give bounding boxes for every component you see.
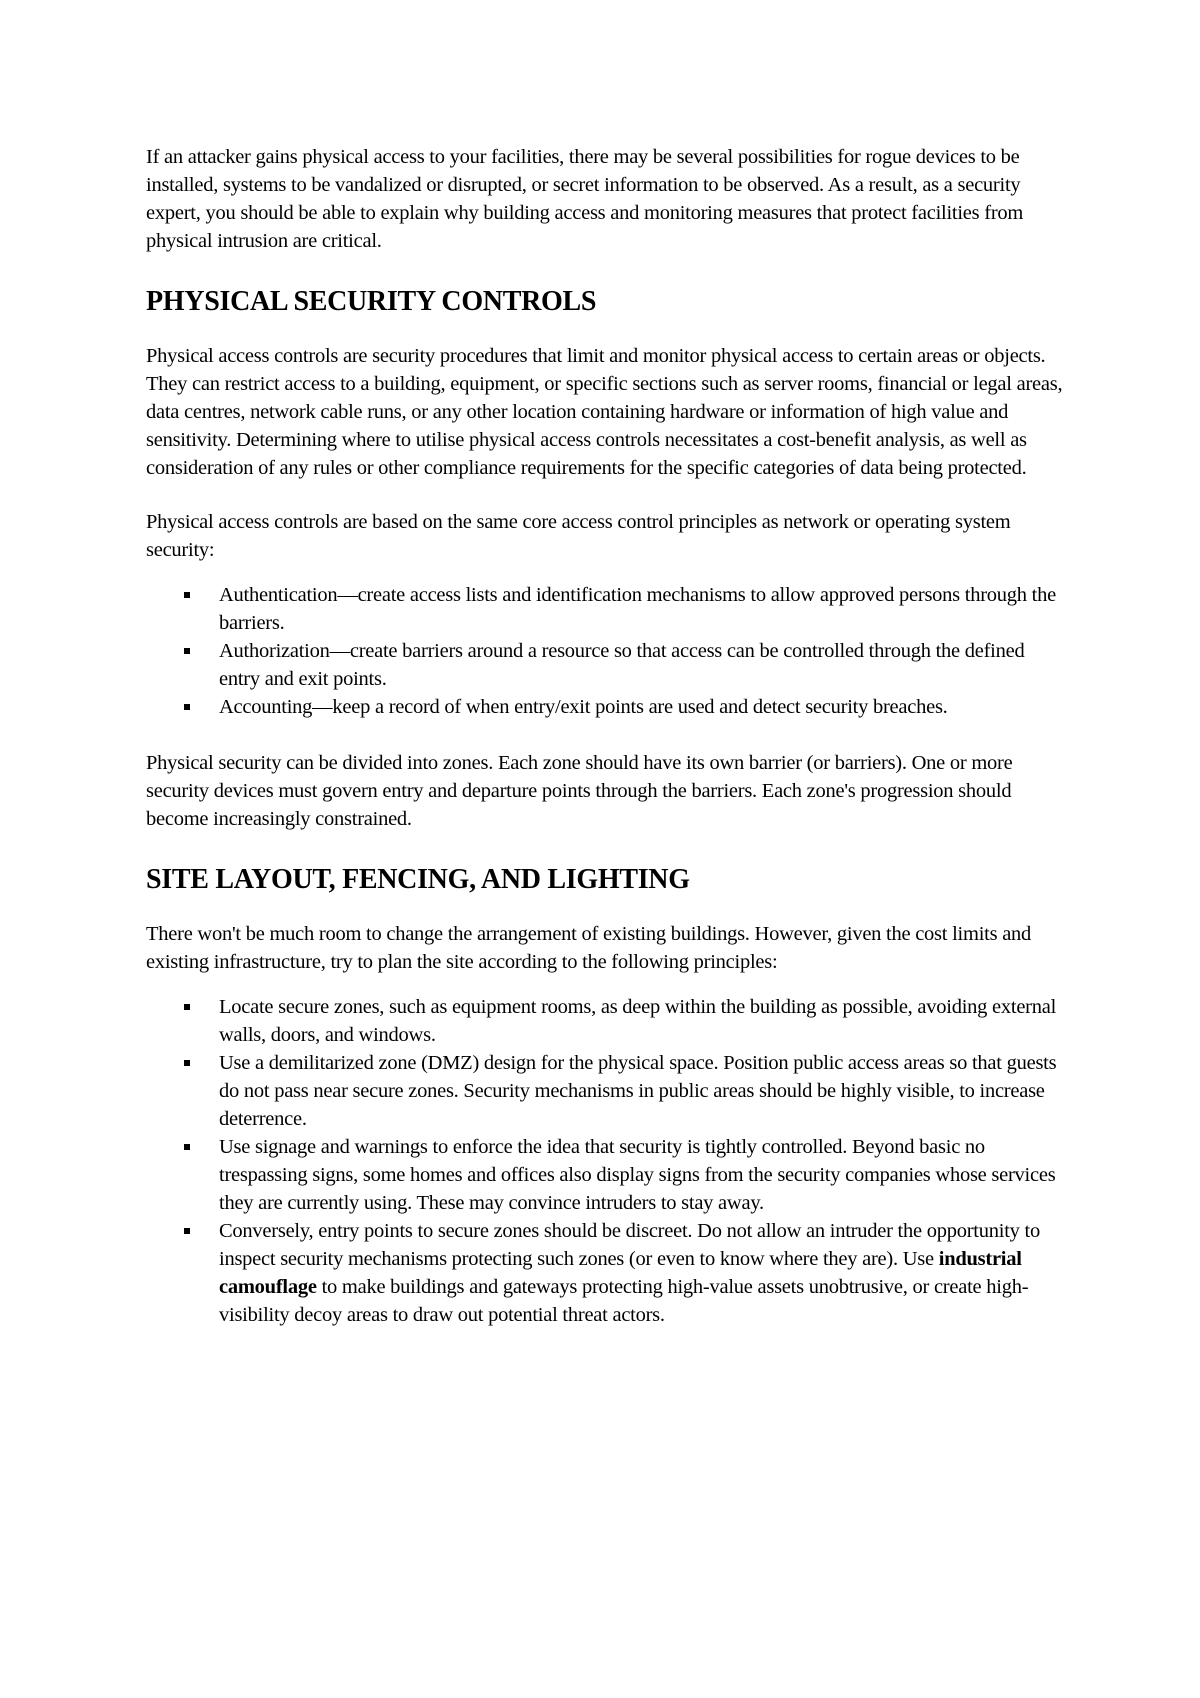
list-item-text-start: Conversely, entry points to secure zones should be discreet. Do not allow an intruder the opportunity to inspect security mechanisms protecting such zones (or even to know where they are). Use xyxy=(219,1220,1040,1270)
list-item-text-end: to make buildings and gateways protecting high-value assets unobtrusive, or create high-visibility decoy areas to draw out potential threat actors. xyxy=(219,1276,1029,1326)
square-bullet-icon xyxy=(184,1144,190,1150)
industrial-camouflage-term: industrial camouflage xyxy=(219,1248,1022,1298)
list-item-text: Use signage and warnings to enforce the idea that security is tightly controlled. Beyond basic no trespassing signs, some homes and offices also display signs from the security companies whose services they are currently using. These may convince intruders to stay away. xyxy=(219,1136,1056,1214)
aaa-bullet-list xyxy=(146,581,1066,721)
square-bullet-icon xyxy=(184,1228,190,1234)
core-principles-paragraph: Physical access controls are based on the same core access control principles as network or operating system security: xyxy=(146,511,1011,561)
list-item-text: Locate secure zones, such as equipment rooms, as deep within the building as possible, avoiding external walls, doors, and windows. xyxy=(219,996,1057,1046)
document-page xyxy=(146,143,1066,1329)
list-item xyxy=(146,637,1066,693)
zones-paragraph: Physical security can be divided into zones. Each zone should have its own barrier (or barriers). One or more security devices must govern entry and departure points through the barriers. Each zone's progression should become increasingly constrained. xyxy=(146,752,1013,830)
list-item xyxy=(146,693,1066,721)
list-item xyxy=(146,1217,1066,1329)
list-item-text: Authorization—create barriers around a resource so that access can be controlled through the defined entry and exit points. xyxy=(219,640,1025,690)
site-layout-intro-paragraph: There won't be much room to change the arrangement of existing buildings. However, given the cost limits and existing infrastructure, try to plan the site according to the following principles: xyxy=(146,923,1032,973)
intro-paragraph: If an attacker gains physical access to your facilities, there may be several possibilities for rogue devices to be installed, systems to be vandalized or disrupted, or secret information to be observed. As a result, as a security expert, you should be able to explain why building access and monitoring measures that protect facilities from physical intrusion are critical. xyxy=(146,146,1024,252)
physical-access-controls-paragraph: Physical access controls are security procedures that limit and monitor physical access to certain areas or objects. They can restrict access to a building, equipment, or specific sections such as server rooms, financial or legal areas, data centres, network cable runs, or any other location containing hardware or information of high value and sensitivity. Determining where to utilise physical access controls necessitates a cost-benefit analysis, as well as consideration of any rules or other compliance requirements for the specific categories of data being protected. xyxy=(146,345,1063,479)
square-bullet-icon xyxy=(184,1004,190,1010)
physical-security-heading: PHYSICAL SECURITY CONTROLS xyxy=(146,286,597,317)
list-item-text: Authentication—create access lists and identification mechanisms to allow approved persons through the barriers. xyxy=(219,584,1056,634)
list-item xyxy=(146,1049,1066,1133)
square-bullet-icon xyxy=(184,1060,190,1066)
square-bullet-icon xyxy=(184,648,190,654)
list-item xyxy=(146,1133,1066,1217)
list-item-text: Accounting—keep a record of when entry/exit points are used and detect security breaches. xyxy=(219,696,948,718)
list-item-text xyxy=(219,1220,1040,1326)
site-principles-bullet-list xyxy=(146,993,1066,1329)
site-layout-heading: SITE LAYOUT, FENCING, AND LIGHTING xyxy=(146,864,690,895)
list-item xyxy=(146,993,1066,1049)
list-item-text: Use a demilitarized zone (DMZ) design for the physical space. Position public access areas so that guests do not pass near secure zones. Security mechanisms in public areas should be highly visible, to increase deterrence. xyxy=(219,1052,1057,1130)
square-bullet-icon xyxy=(184,704,190,710)
square-bullet-icon xyxy=(184,592,190,598)
list-item xyxy=(146,581,1066,637)
